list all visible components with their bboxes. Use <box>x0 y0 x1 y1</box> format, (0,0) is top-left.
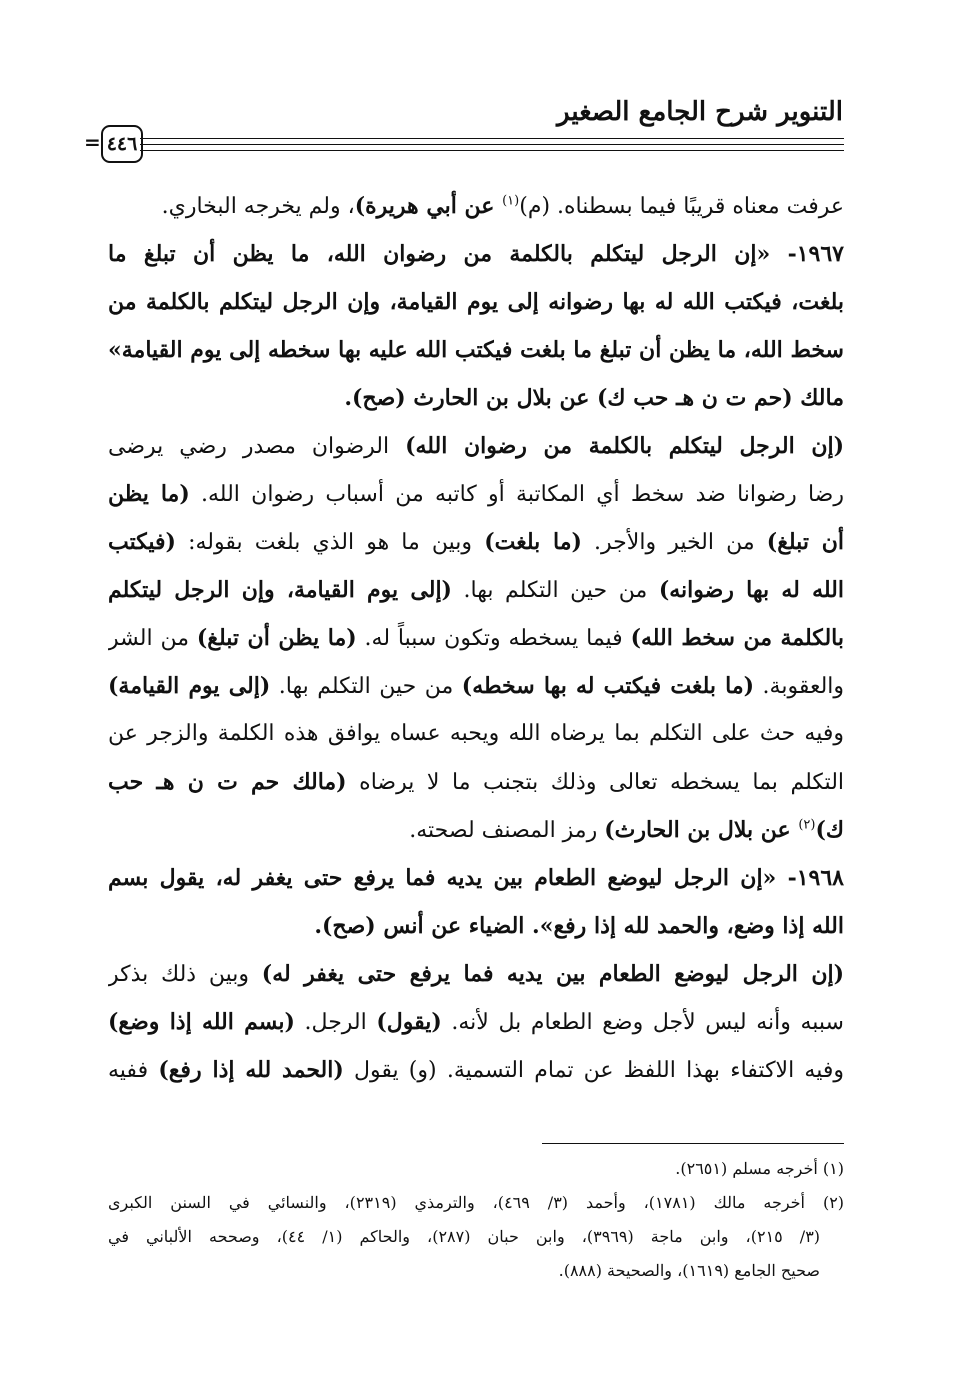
commentary-1968-line-1: (إن الرجل ليوضع الطعام بين يديه فما يرفع حتى يغفر له) وبين ذلك بذكر <box>108 961 844 987</box>
footnote-separator <box>542 1143 844 1144</box>
hadith-1967-source: مالك (حم ت ن هـ حب ك) عن بلال بن الحارث (صح). <box>344 385 844 411</box>
header-rule-middle <box>140 144 844 145</box>
footnote-1: (١) أخرجه مسلم (٢٦٥١). <box>675 1159 844 1178</box>
text-line-1: عرفت معناه قريبًا فيما بسطناه. (م)$^{(١)}$ عن أبي هريرة)، ولم يخرجه البخاري. <box>161 193 844 219</box>
commentary-line-6: والعقوبة. (ما بلغت فيكتب له بها سخطه) من حين التكلم بها. (إلى يوم القيامة) <box>108 673 844 699</box>
commentary-line-2: رضا رضوانا ضد سخط أي المكاتبة أو كاتبه من أسباب رضوان الله. (ما يظن <box>108 481 844 507</box>
footnote-2-line-2: (٣/ ٢١٥)، وابن ماجة (٣٩٦٩)، وابن حبان (٢٨٧)، والحاكم (١/ ٤٤)، وصححه الألباني في <box>108 1227 821 1246</box>
commentary-line-3: أن تبلغ) من الخير والأجر. (ما بلغت) وبين ما هو الذي بلغت بقوله: (فيكتب <box>108 529 844 555</box>
header-rule-bottom <box>140 150 844 151</box>
commentary-line-5: بالكلمة من سخط الله) فيما يسخطه وتكون سبباً له. (ما يظن أن تبلغ) من الشر <box>108 625 844 651</box>
commentary-line-8: التكلم بما يسخطه تعالى وذلك بتجنب ما لا يرضاه (مالك حم ت ن هـ حب <box>108 769 844 795</box>
commentary-line-7: وفيه حث على التكلم بما يرضاه الله ويحبه عساه يوافق هذه الكلمة والزجر عن <box>108 721 844 746</box>
commentary-1968-line-3: وفيه الاكتفاء بهذا اللفظ عن تمام التسمية. (و) يقول (الحمد لله إذا رفع) ففيه <box>108 1057 844 1083</box>
footnote-2-line-1: (٢) أخرجه مالك (١٧٨١)، وأحمد (٣/ ٤٦٩)، والترمذي (٢٣١٩)، والنسائي في السنن الكبرى <box>108 1193 844 1212</box>
hadith-1967-line-2: بلغت، فيكتب الله له بها رضوانه إلى يوم القيامة، وإن الرجل ليتكلم بالكلمة من <box>108 289 844 315</box>
hadith-1968-line-1: ١٩٦٨- «إن الرجل ليوضع الطعام بين يديه فما يرفع حتى يغفر له، يقول بسم <box>108 865 844 891</box>
footnote-2-line-3: صحيح الجامع (١٦١٩)، والصحيحة (٨٨٨). <box>558 1261 820 1280</box>
footnote-ref-1[interactable]: (١) <box>502 193 520 209</box>
hadith-1967-line-1: ١٩٦٧- «إن الرجل ليتكلم بالكلمة من رضوان الله، ما يظن أن تبلغ ما <box>108 241 844 267</box>
hadith-1968-line-2: الله إذا وضع، والحمد لله إذا رفع». الضياء عن أنس (صح). <box>314 913 844 939</box>
page-number-ornament: = <box>84 130 101 154</box>
page-number: ٤٤٦ <box>101 125 143 163</box>
footnotes <box>108 1152 844 1288</box>
commentary-1968-line-2: سببه وأنه ليس لأجل وضع الطعام بل لأنه. (يقول) الرجل. (بسم الله إذا وضع) <box>108 1009 844 1035</box>
commentary-line-1: (إن الرجل ليتكلم بالكلمة من رضوان الله) الرضوان مصدر رضي يرضى <box>108 433 844 459</box>
header-rule-top <box>140 138 844 139</box>
running-header-title: التنوير شرح الجامع الصغير <box>557 97 843 127</box>
footnote-ref-2[interactable]: (٢) <box>798 817 816 833</box>
hadith-1967-line-3: سخط الله، ما يظن أن تبلغ ما بلغت فيكتب الله عليه بها سخطه إلى يوم القيامة» <box>108 337 844 363</box>
commentary-line-4: الله له بها رضوانه) من حين التكلم بها. (إلى يوم القيامة، وإن الرجل ليتكلم <box>108 577 844 603</box>
commentary-line-9: ك)$^{(٢)}$ عن بلال بن الحارث) رمز المصنف لصحته. <box>409 817 844 843</box>
main-text <box>108 182 844 1094</box>
